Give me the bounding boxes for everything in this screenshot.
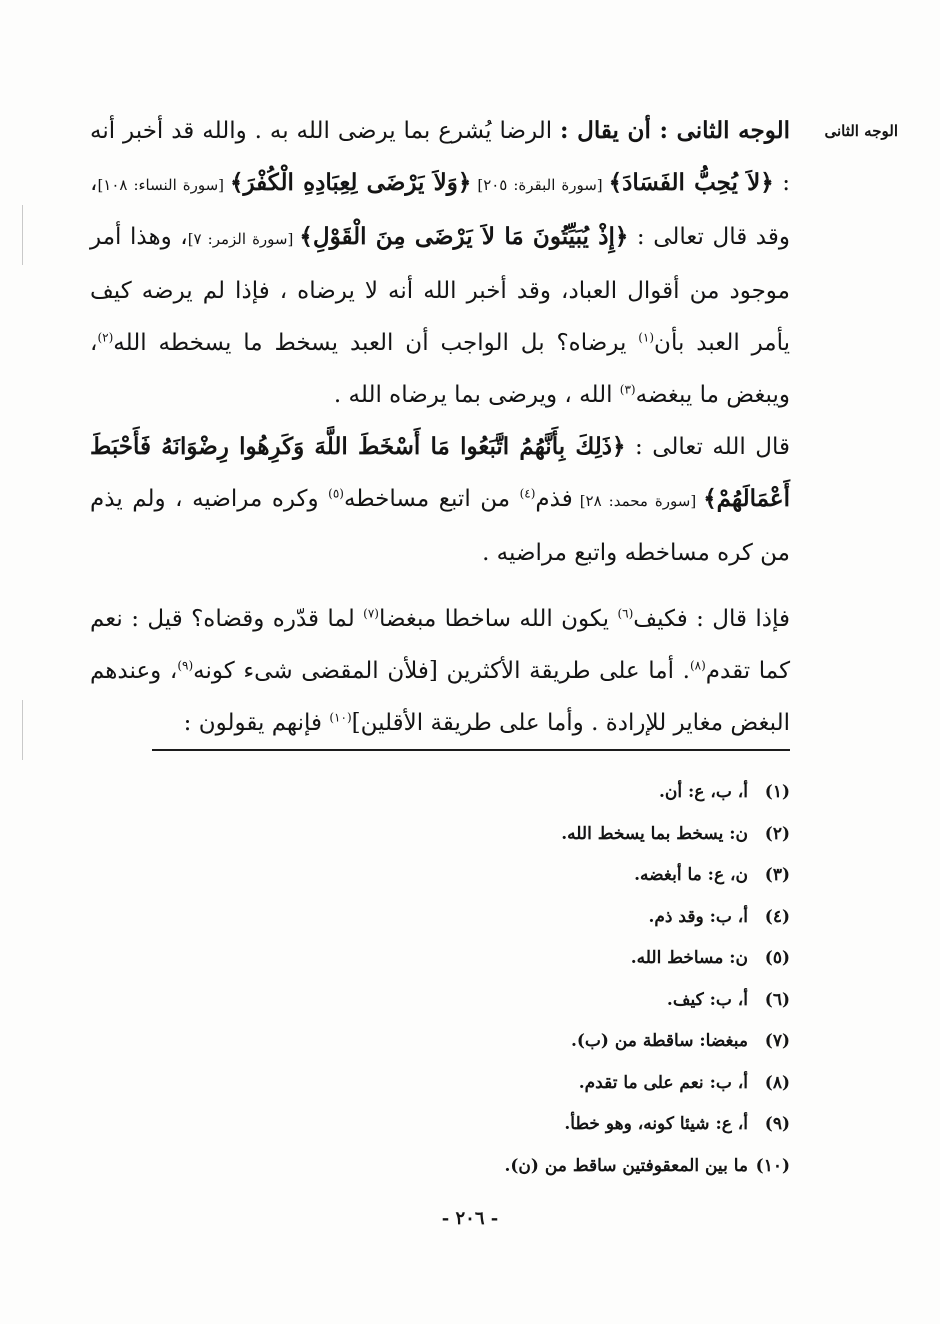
footnote-text: أ، ب: كيف. [666,989,748,1010]
footnote-number: (٥) [764,948,790,968]
footnote-number: (٩) [764,1114,790,1134]
page-number: - ٢٠٦ - [441,1208,499,1229]
footnote-item [150,938,790,980]
footnote-item [150,1146,790,1188]
text-run: يكون الله ساخطا مبغضا [378,606,618,632]
footnote-item [150,897,790,939]
footnote-ref: (١) [638,330,655,345]
footnote-ref: (٦) [617,606,634,621]
text-run: من اتبع مساخطه [343,486,520,512]
quran-verse: ﴿ذَلِكَ بِأَنَّهُمُ اتَّبَعُوا مَا أَسْخَطَ اللَّهَ وَكَرِهُوا رِضْوَانَهُ فَأَحْبَطَ أَعْمَالَهُمْ﴾ [90,433,790,512]
text-run: وكره مراضيه ، ولم يذم من كره مساخطه واتبع مراضيه . [90,486,790,566]
footnote-text: ن، ع: ما أبغضه. [634,865,748,885]
footnote-item [150,980,790,1022]
footnotes [150,772,790,1187]
verse-citation: [سورة البقرة: ٢٠٥] [471,176,609,194]
footnote-item [150,855,790,897]
footnote-number: (١) [764,782,790,802]
footnote-ref: (٩) [177,658,194,673]
quran-verse: ﴿لاَ يُحِبُّ الفَسَادَ﴾ [608,169,774,196]
footnote-number: (٢) [764,823,790,844]
footnote-number: (٨) [764,1072,790,1093]
section-heading: الوجه الثانى : أن يقال : [560,117,790,144]
footnote-number: (٧) [764,1031,790,1051]
footnote-text: أ، ب: نعم على ما تقدم. [578,1072,748,1093]
footnote-ref: (٥) [328,486,344,501]
paragraph-2 [90,421,790,579]
footnote-item [150,1063,790,1105]
footnote-item [150,814,790,856]
footnote-text: أ، ب: وقد ذم. [648,906,748,927]
text-run: فإذا قال : فكيف [633,606,790,632]
text-run: ، وعندهم البغض مغاير للإرادة . وأما على طريقة الأقلين] [90,658,790,736]
text-run: ، وقد قال تعالى : [90,170,790,250]
footnote-text: ما بين المعقوفتين ساقط من (ن). [504,1155,748,1176]
footnote-ref: (٤) [519,486,536,501]
footnote-number: (٤) [764,906,790,927]
footnote-text: مبغضا: ساقطة من (ب). [570,1031,748,1051]
quran-verse: ﴿وَلاَ يَرْضَى لِعِبَادِهِ الْكُفْرَ﴾ [229,169,472,196]
text-run: فذم [535,486,573,512]
paragraph-1 [90,105,790,421]
verse-citation: [سورة النساء: ١٠٨] [97,176,230,194]
verse-citation: [سورة الزمر: ٧] [187,230,300,248]
footnote-item [150,772,790,814]
text-run: ، وهذا أمر موجود من أقوال العباد، وقد أخبر الله أنه لا يرضاه ، فإذا لم يرضه كيف يأمر العبد بأن [90,224,790,356]
quran-verse: ﴿إِذْ يُبَيِّتُونَ مَا لاَ يَرْضَى مِنَ الْقَوْلِ﴾ [299,223,629,250]
footnote-ref: (٧) [363,606,379,621]
footnote-ref: (٨) [689,658,706,673]
text-run: فإنهم يقولون : [183,710,330,736]
text-run: الله ، ويرضى بما يرضاه الله . [333,382,620,408]
margin-heading: الوجه الثانى [824,122,898,140]
paragraph-3 [90,593,790,749]
footnote-number: (١٠) [755,1155,790,1176]
text-run: يرضاه؟ بل الواجب أن العبد يسخط ما يسخطه الله [113,330,639,356]
text-run: الرضا يُشرع بما يرضى الله به . والله قد أخبر أنه : [90,118,790,196]
footnote-number: (٣) [764,865,790,885]
scan-edge-mark [22,205,23,265]
footnote-text: ن: مساخط الله. [630,948,748,968]
footnote-text: ن: يسخط بما يسخط الله. [561,823,748,844]
footnote-ref: (١٠) [329,710,352,725]
main-text [90,105,790,749]
footnote-text: أ، ع: شيئا كونه، وهو خطأ. [564,1114,748,1134]
footnote-separator [152,749,790,751]
scan-edge-mark [22,700,23,760]
footnote-item [150,1104,790,1146]
text-run: . أما على طريقة الأكثرين [فلأن المقضى شىء كونه [193,658,690,684]
footnote-text: أ، ب، ع: أن. [658,782,748,802]
footnote-item [150,1021,790,1063]
text-run: لما قدّره وقضاه؟ قيل : نعم كما تقدم [90,606,791,684]
footnote-ref: (٢) [97,330,114,345]
verse-citation: [سورة محمد: ٢٨] [572,492,704,510]
footnote-ref: (٣) [619,382,636,397]
text-run: ، ويبغض ما يبغضه [90,330,790,408]
text-run: قال الله تعالى : [625,434,790,460]
footnote-number: (٦) [764,989,790,1010]
